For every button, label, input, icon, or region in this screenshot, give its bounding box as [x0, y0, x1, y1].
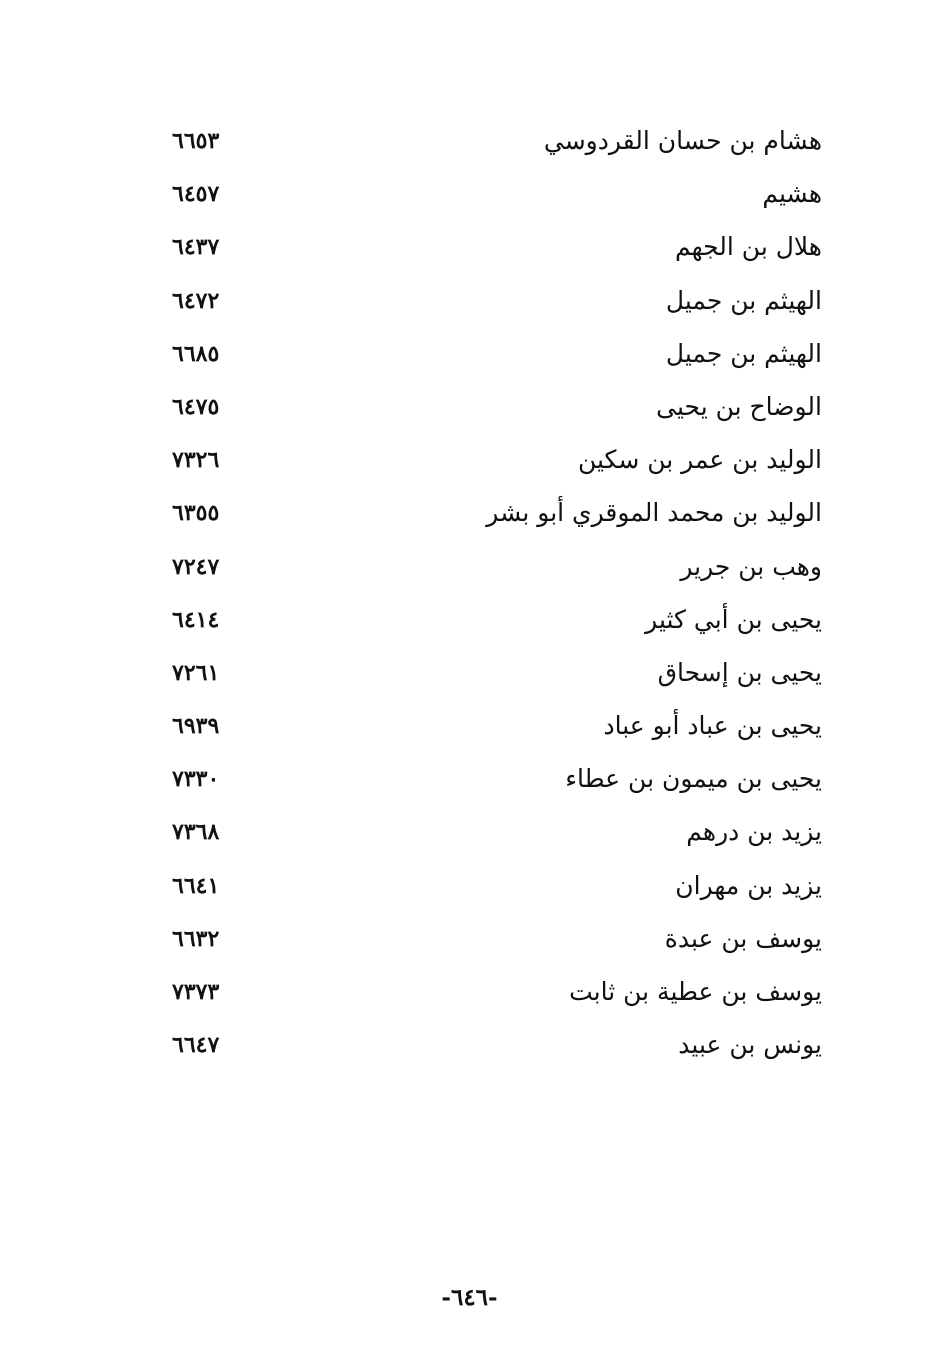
entry-name: يزيد بن درهم [686, 817, 822, 847]
index-list [150, 120, 830, 1077]
entry-number: ٧٣٦٨ [172, 819, 220, 846]
entry-number: ٦٤١٤ [172, 606, 220, 633]
entry-number: ٧٣٢٦ [172, 447, 220, 474]
entry-name: يوسف بن عطية بن ثابت [569, 977, 822, 1006]
entry-name: يحيى بن ميمون بن عطاء [565, 764, 822, 794]
list-item [150, 280, 830, 333]
entry-number: ٦٤٧٥ [172, 393, 220, 420]
entry-name: يونس بن عبيد [678, 1030, 822, 1060]
list-item [150, 1024, 830, 1077]
list-item [150, 492, 830, 545]
entry-number: ٦٣٥٥ [172, 500, 220, 527]
list-item [150, 811, 830, 864]
list-item [150, 865, 830, 918]
list-item [150, 226, 830, 279]
entry-name: هشيم [762, 179, 822, 209]
entry-number: ٧٢٦١ [172, 659, 220, 686]
entry-number: ٦٦٤٧ [172, 1032, 220, 1059]
entry-name: هشام بن حسان القردوسي [543, 126, 822, 155]
list-item [150, 173, 830, 226]
list-item [150, 918, 830, 971]
entry-number: ٧٣٣٠ [172, 766, 220, 793]
entry-name: الهيثم بن جميل [665, 285, 822, 315]
list-item [150, 652, 830, 705]
entry-number: ٦٤٣٧ [172, 234, 220, 261]
page-number: -٦٤٦- [441, 1284, 498, 1311]
entry-name: وهب بن جرير [680, 551, 822, 581]
entry-number: ٦٦٨٥ [172, 340, 220, 367]
entry-number: ٧٢٤٧ [172, 553, 220, 580]
list-item [150, 758, 830, 811]
entry-name: هلال بن الجهم [674, 232, 822, 262]
entry-number: ٧٣٧٣ [172, 979, 220, 1005]
entry-number: ٦٦٣٢ [172, 925, 220, 952]
entry-name: يوسف بن عبدة [664, 923, 822, 953]
list-item [150, 546, 830, 599]
entry-name: الوليد بن عمر بن سكين [577, 445, 822, 475]
entry-number: ٦٩٣٩ [172, 713, 220, 740]
entry-name: يحيى بن إسحاق [657, 657, 822, 687]
list-item [150, 599, 830, 652]
entry-number: ٦٤٥٧ [172, 181, 220, 208]
list-item [150, 705, 830, 758]
entry-name: يزيد بن مهران [675, 870, 822, 900]
entry-name: يحيى بن عباد أبو عباد [603, 711, 822, 741]
entry-name: الوضاح بن يحيى [656, 391, 822, 421]
entry-name: يحيى بن أبي كثير [645, 604, 822, 634]
entry-name: الوليد بن محمد الموقري أبو بشر [486, 498, 822, 528]
list-item [150, 386, 830, 439]
entry-number: ٦٦٤١ [172, 872, 220, 899]
list-item [150, 333, 830, 386]
entry-number: ٦٤٧٢ [172, 287, 220, 314]
list-item [150, 971, 830, 1024]
list-item [150, 439, 830, 492]
list-item [150, 120, 830, 173]
entry-number: ٦٦٥٣ [172, 128, 220, 154]
entry-name: الهيثم بن جميل [665, 338, 822, 368]
